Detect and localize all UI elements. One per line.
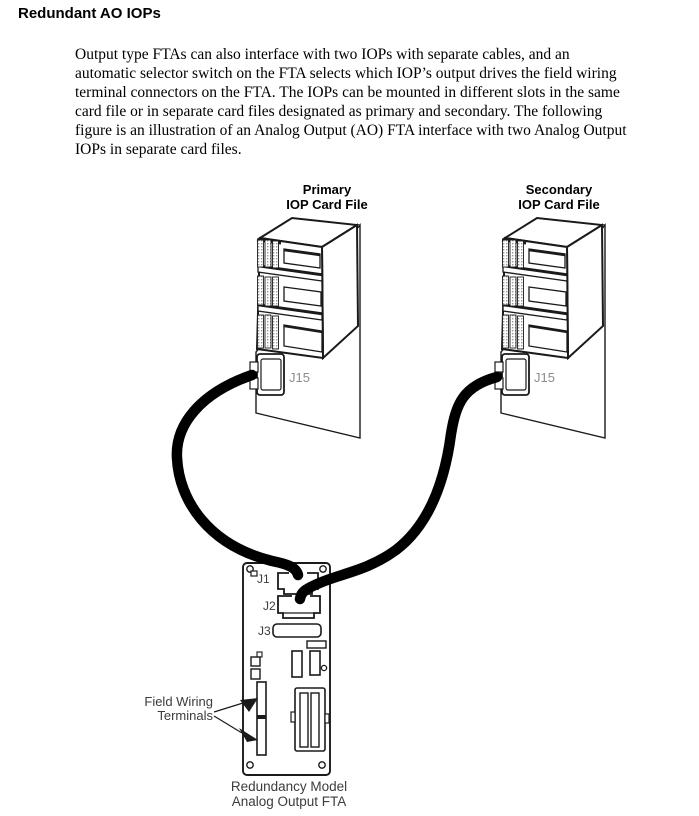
fta-caption-line1: Redundancy Model [230,779,348,794]
field-wiring-annotation [144,694,258,742]
secondary-j15-label: J15 [534,370,555,385]
primary-card-file-label-line2: IOP Card File [286,197,368,212]
body-line: terminal connectors on the FTA. The IOPs can be mounted in different slots in the same [75,84,620,101]
section-heading: Redundant AO IOPs [18,5,161,22]
body-line: Output type FTAs can also interface with two IOPs with separate cables, and an [75,46,570,63]
primary-j15-label: J15 [289,370,310,385]
body-line: automatic selector switch on the FTA selects which IOP’s output drives the field wiring [75,65,617,82]
field-wiring-label-line2: Terminals [157,708,213,723]
fta-j1-label: J1 [257,572,270,586]
primary-card-file-label-line1: Primary [302,182,352,197]
body-line: card file or in separate card files designated as primary and secondary. The following [75,103,603,120]
fta-board-drawing [243,563,330,775]
body-line: figure is an illustration of an Analog Output (AO) FTA interface with two Analog Output [75,122,627,139]
fta-j2-label: J2 [263,599,276,613]
body-line: IOPs in separate card files. [75,141,242,158]
fta-caption-line2: Analog Output FTA [231,794,347,809]
primary-card-file-drawing [250,218,360,438]
secondary-card-file-drawing [495,218,605,438]
field-wiring-label-line1: Field Wiring [144,694,213,709]
secondary-card-file-label-line2: IOP Card File [518,197,600,212]
fta-j3-label: J3 [258,624,271,638]
secondary-card-file-label-line1: Secondary [525,182,593,197]
